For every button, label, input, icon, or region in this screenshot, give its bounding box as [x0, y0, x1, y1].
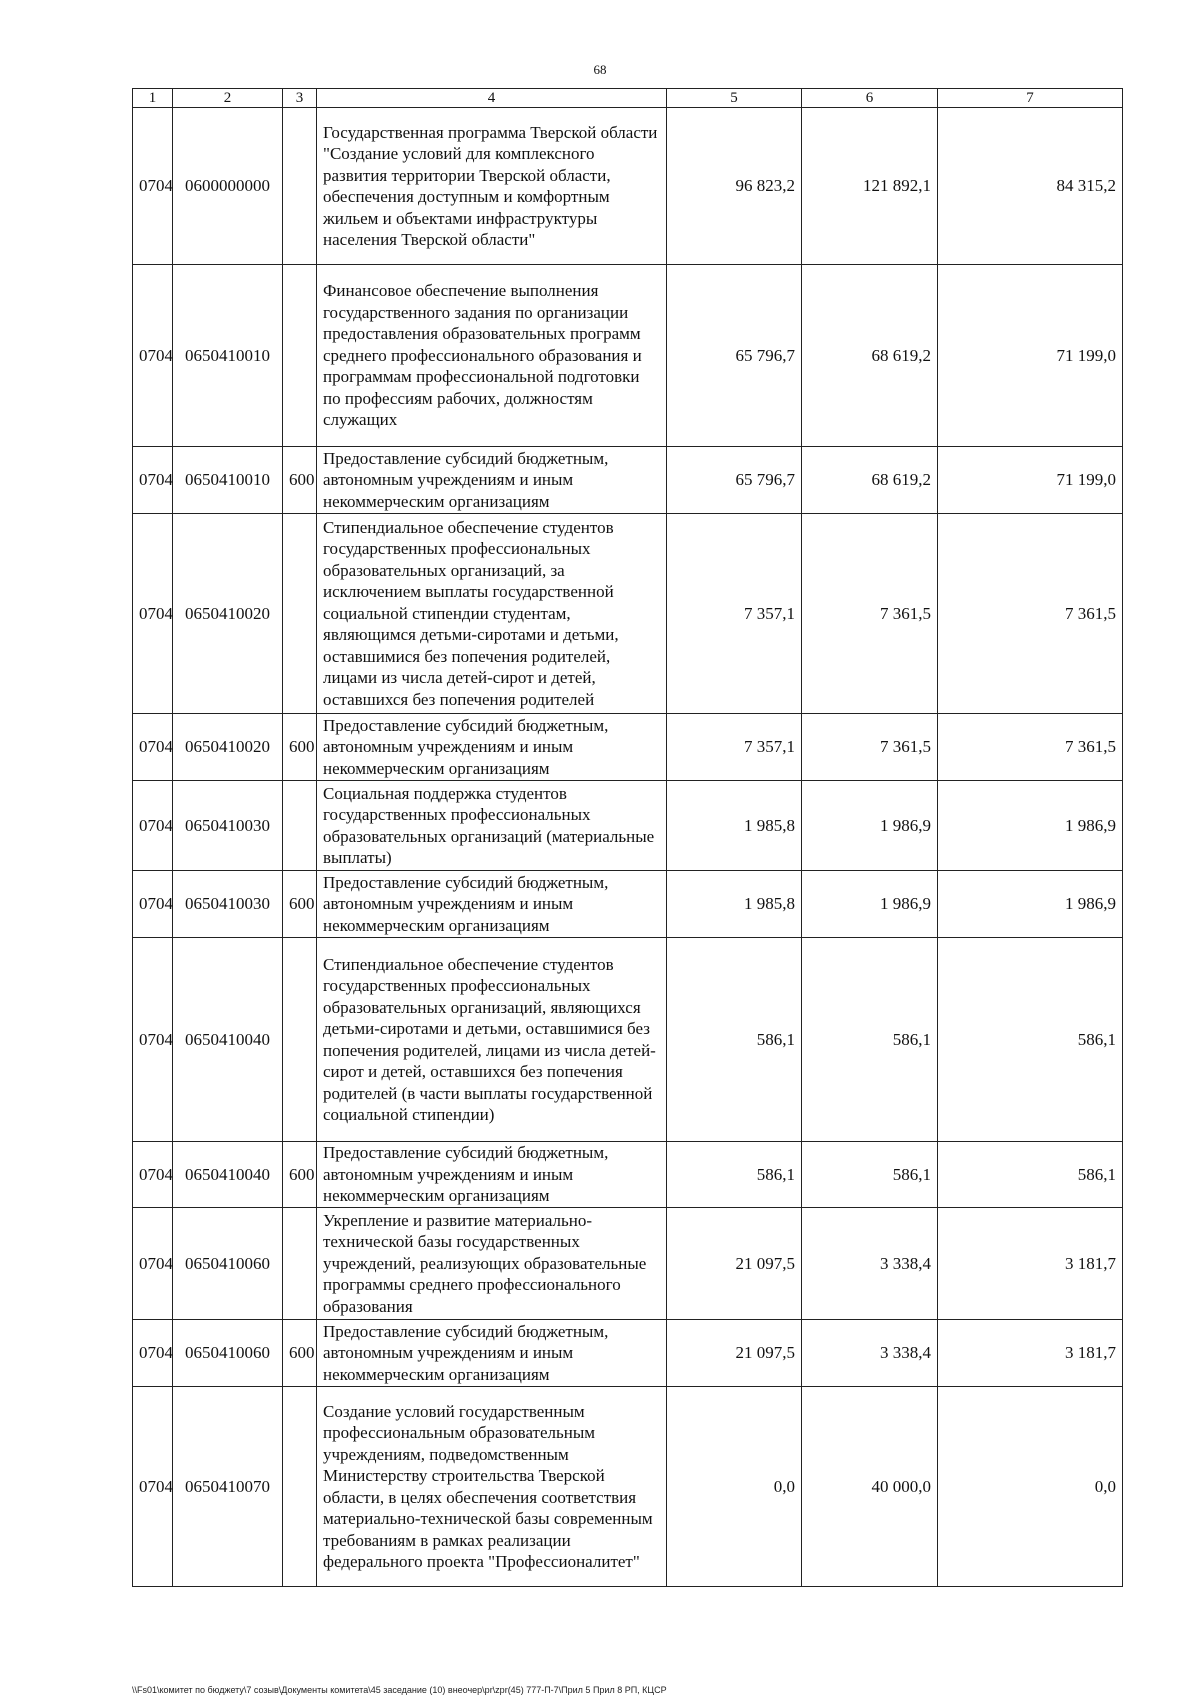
amount-col-7-cell: 586,1 [938, 938, 1123, 1142]
amount-col-6-cell: 68 619,2 [802, 447, 938, 514]
amount-col-5-cell: 1 985,8 [667, 781, 802, 871]
amount-col-5-cell: 65 796,7 [667, 447, 802, 514]
expense-type-cell [283, 514, 317, 714]
section-code-cell: 0704 [133, 871, 173, 938]
amount-col-5-cell: 0,0 [667, 1387, 802, 1587]
description-cell: Укрепление и развитие материально-технической базы государственных учреждений, реализующих образовательные программы среднего профессионального образования [317, 1208, 667, 1320]
table-row [133, 265, 1123, 447]
description-cell: Стипендиальное обеспечение студентов государственных профессиональных образовательных организаций, являющихся детьми-сиротами и детьми, оставшимися без попечения родителей, лицами из числа детей-сирот и детей, оставшихся без попечения родителей (в части выплаты государственной социальной стипендии) [317, 938, 667, 1142]
amount-col-5-cell: 21 097,5 [667, 1208, 802, 1320]
section-code-cell: 0704 [133, 714, 173, 781]
description-cell: Предоставление субсидий бюджетным, автономным учреждениям и иным некоммерческим организациям [317, 714, 667, 781]
amount-col-6-cell: 3 338,4 [802, 1208, 938, 1320]
amount-col-6-cell: 1 986,9 [802, 781, 938, 871]
amount-col-7-cell: 0,0 [938, 1387, 1123, 1587]
amount-col-7-cell: 3 181,7 [938, 1208, 1123, 1320]
section-code-cell: 0704 [133, 781, 173, 871]
expense-type-cell: 600 [283, 871, 317, 938]
expense-type-cell [283, 938, 317, 1142]
amount-col-6-cell: 586,1 [802, 938, 938, 1142]
amount-col-7-cell: 1 986,9 [938, 781, 1123, 871]
amount-col-5-cell: 96 823,2 [667, 108, 802, 265]
target-article-cell: 0650410040 [173, 938, 283, 1142]
budget-table [132, 88, 1123, 1587]
table-row [133, 1320, 1123, 1387]
header-col-7: 7 [938, 89, 1123, 108]
amount-col-5-cell: 21 097,5 [667, 1320, 802, 1387]
section-code-cell: 0704 [133, 514, 173, 714]
section-code-cell: 0704 [133, 1142, 173, 1208]
section-code-cell: 0704 [133, 447, 173, 514]
target-article-cell: 0650410070 [173, 1387, 283, 1587]
section-code-cell: 0704 [133, 1320, 173, 1387]
header-col-6: 6 [802, 89, 938, 108]
expense-type-cell: 600 [283, 714, 317, 781]
header-row [133, 89, 1123, 108]
amount-col-6-cell: 121 892,1 [802, 108, 938, 265]
page-number: 68 [593, 62, 607, 77]
description-cell: Создание условий государственным профессиональным образовательным учреждениям, подведомственным Министерству строительства Тверской области, в целях обеспечения соответствия материально-технической базы современным требованиям в рамках реализации федерального проекта "Профессионалитет" [317, 1387, 667, 1587]
description-cell: Предоставление субсидий бюджетным, автономным учреждениям и иным некоммерческим организациям [317, 1320, 667, 1387]
amount-col-6-cell: 586,1 [802, 1142, 938, 1208]
target-article-cell: 0650410020 [173, 514, 283, 714]
amount-col-5-cell: 586,1 [667, 1142, 802, 1208]
description-cell: Финансовое обеспечение выполнения государственного задания по организации предоставления образовательных программ среднего профессионального образования и программам профессиональной подготовки по профессиям рабочих, должностям служащих [317, 265, 667, 447]
expense-type-cell [283, 1387, 317, 1587]
section-code-cell: 0704 [133, 1387, 173, 1587]
section-code-cell: 0704 [133, 938, 173, 1142]
section-code-cell: 0704 [133, 108, 173, 265]
target-article-cell: 0650410040 [173, 1142, 283, 1208]
table-row [133, 1208, 1123, 1320]
amount-col-7-cell: 84 315,2 [938, 108, 1123, 265]
target-article-cell: 0650410030 [173, 871, 283, 938]
header-col-3: 3 [283, 89, 317, 108]
table-row [133, 781, 1123, 871]
amount-col-6-cell: 7 361,5 [802, 514, 938, 714]
header-col-5: 5 [667, 89, 802, 108]
amount-col-7-cell: 71 199,0 [938, 447, 1123, 514]
table-row [133, 514, 1123, 714]
description-cell: Предоставление субсидий бюджетным, автономным учреждениям и иным некоммерческим организациям [317, 447, 667, 514]
expense-type-cell [283, 1208, 317, 1320]
header-col-2: 2 [173, 89, 283, 108]
expense-type-cell [283, 108, 317, 265]
amount-col-7-cell: 7 361,5 [938, 714, 1123, 781]
amount-col-7-cell: 586,1 [938, 1142, 1123, 1208]
amount-col-6-cell: 3 338,4 [802, 1320, 938, 1387]
description-cell: Предоставление субсидий бюджетным, автономным учреждениям и иным некоммерческим организациям [317, 871, 667, 938]
table-row [133, 1387, 1123, 1587]
table-row [133, 938, 1123, 1142]
amount-col-6-cell: 7 361,5 [802, 714, 938, 781]
amount-col-5-cell: 7 357,1 [667, 714, 802, 781]
expense-type-cell: 600 [283, 1142, 317, 1208]
header-col-4: 4 [317, 89, 667, 108]
description-cell: Государственная программа Тверской области "Создание условий для комплексного развития территории Тверской области, обеспечения доступным и комфортным жильем и объектами инфраструктуры населения Тверской области" [317, 108, 667, 265]
target-article-cell: 0650410010 [173, 265, 283, 447]
table-row [133, 871, 1123, 938]
amount-col-7-cell: 7 361,5 [938, 514, 1123, 714]
table-row [133, 108, 1123, 265]
file-path-footer: \\Fs01\комитет по бюджету\7 созыв\Документы комитета\45 заседание (10) внеочер\pr\zpr(45) 777-П-7\Прил 5 Прил 8 РП, КЦСР [132, 1685, 667, 1695]
amount-col-5-cell: 586,1 [667, 938, 802, 1142]
table-row [133, 714, 1123, 781]
amount-col-7-cell: 71 199,0 [938, 265, 1123, 447]
expense-type-cell [283, 781, 317, 871]
target-article-cell: 0650410030 [173, 781, 283, 871]
amount-col-7-cell: 1 986,9 [938, 871, 1123, 938]
amount-col-5-cell: 7 357,1 [667, 514, 802, 714]
target-article-cell: 0650410010 [173, 447, 283, 514]
target-article-cell: 0650410020 [173, 714, 283, 781]
expense-type-cell [283, 265, 317, 447]
expense-type-cell: 600 [283, 447, 317, 514]
target-article-cell: 0650410060 [173, 1208, 283, 1320]
section-code-cell: 0704 [133, 265, 173, 447]
description-cell: Стипендиальное обеспечение студентов государственных профессиональных образовательных организаций, за исключением выплаты государственной социальной стипендии студентам, являющимся детьми-сиротами и детьми, оставшимися без попечения родителей, лицами из числа детей-сирот и детей, оставшихся без попечения родителей [317, 514, 667, 714]
amount-col-6-cell: 68 619,2 [802, 265, 938, 447]
description-cell: Социальная поддержка студентов государственных профессиональных образовательных организаций (материальные выплаты) [317, 781, 667, 871]
description-cell: Предоставление субсидий бюджетным, автономным учреждениям и иным некоммерческим организациям [317, 1142, 667, 1208]
amount-col-7-cell: 3 181,7 [938, 1320, 1123, 1387]
target-article-cell: 0600000000 [173, 108, 283, 265]
expense-type-cell: 600 [283, 1320, 317, 1387]
table-row [133, 447, 1123, 514]
table-row [133, 1142, 1123, 1208]
header-col-1: 1 [133, 89, 173, 108]
target-article-cell: 0650410060 [173, 1320, 283, 1387]
amount-col-5-cell: 65 796,7 [667, 265, 802, 447]
section-code-cell: 0704 [133, 1208, 173, 1320]
amount-col-5-cell: 1 985,8 [667, 871, 802, 938]
amount-col-6-cell: 40 000,0 [802, 1387, 938, 1587]
amount-col-6-cell: 1 986,9 [802, 871, 938, 938]
